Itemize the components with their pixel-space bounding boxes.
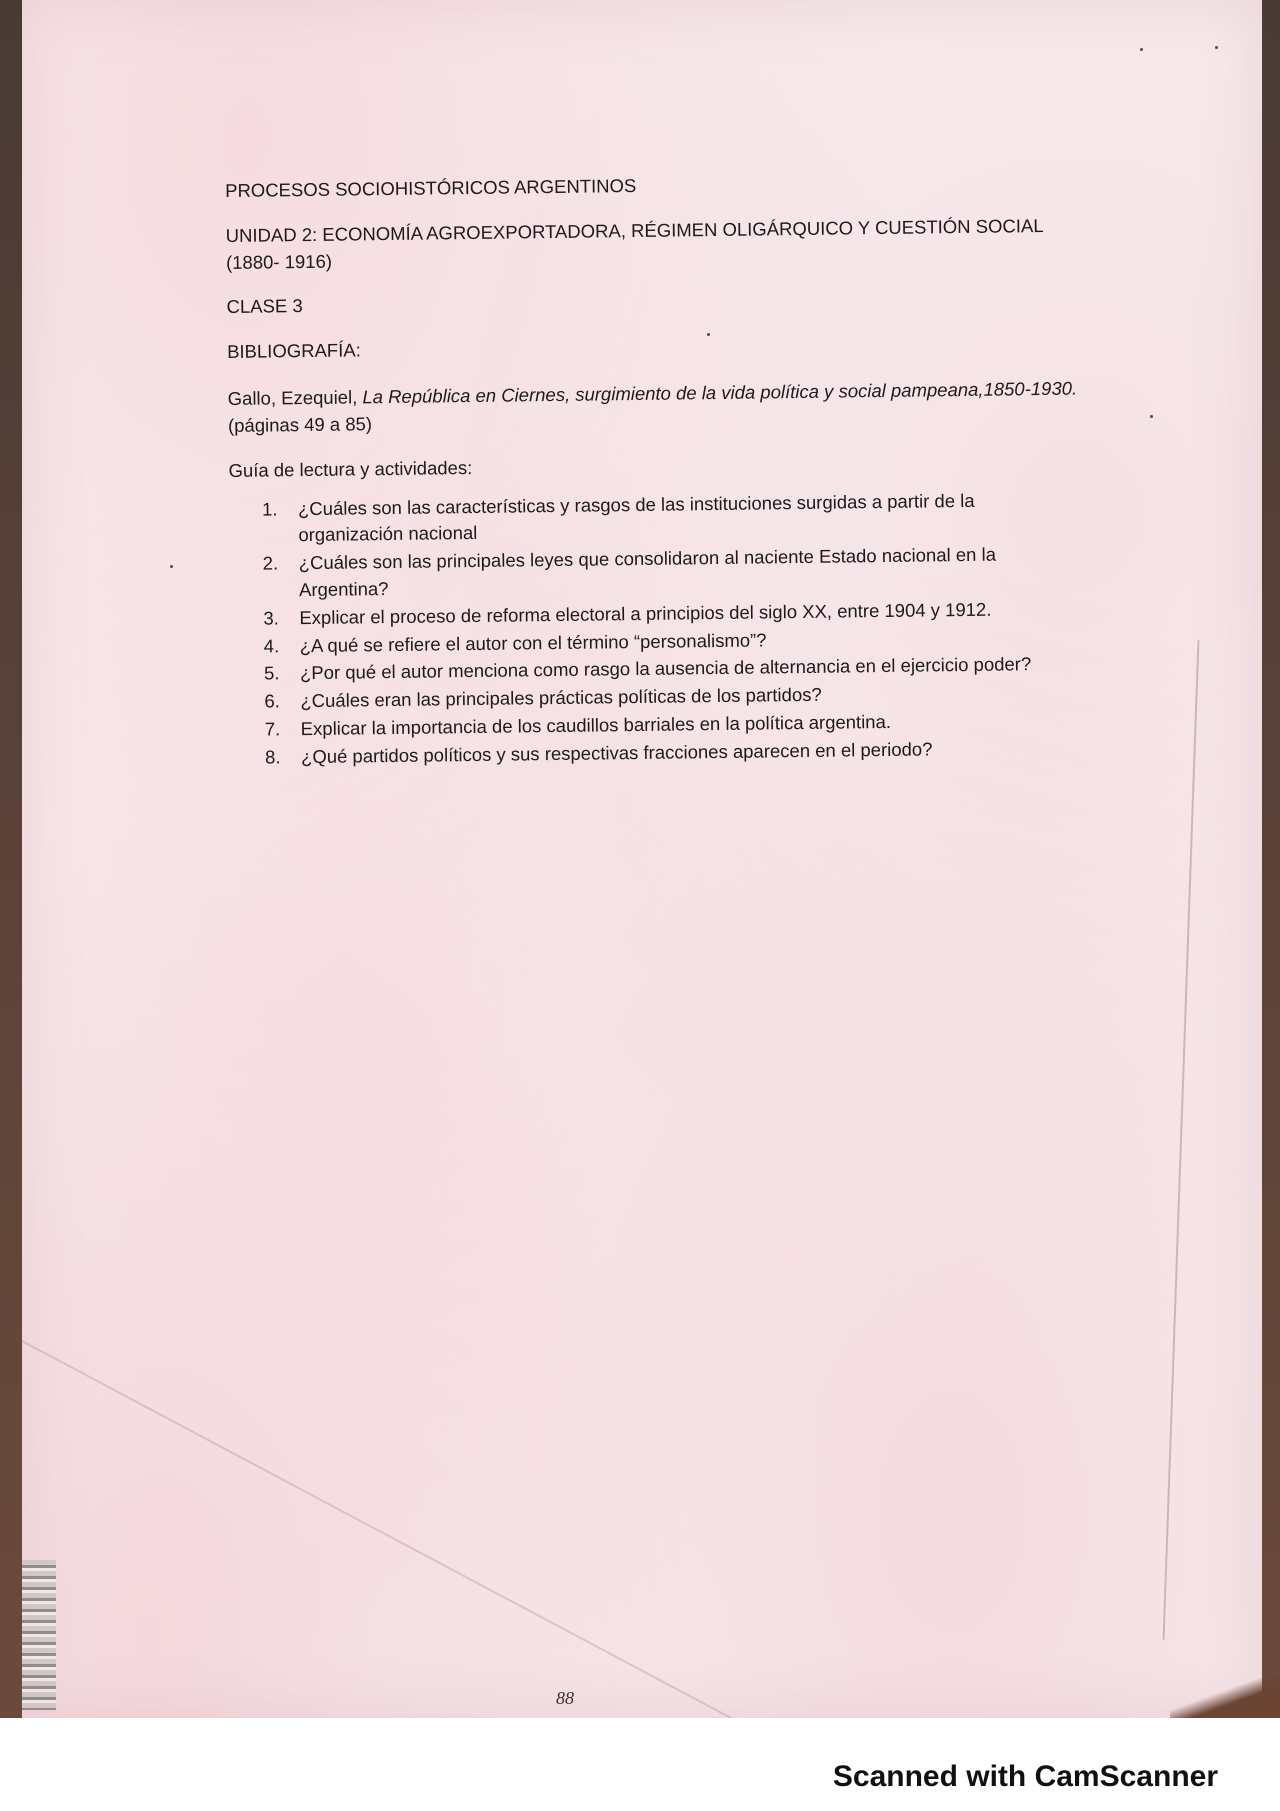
question-text: Explicar el proceso de reforma electoral a principios del siglo XX, entre 1904 y 1912.	[299, 598, 992, 628]
question-text: ¿Qué partidos políticos y sus respectivas fracciones aparecen en el periodo?	[300, 738, 933, 767]
unit-title-line2: (1880- 1916)	[225, 250, 333, 273]
notebook-spiral	[22, 1560, 56, 1710]
bibliography-pages: (páginas 49 a 85)	[227, 413, 373, 436]
camscanner-watermark: Scanned with CamScanner	[832, 1760, 1218, 1793]
question-number: 7.	[264, 718, 281, 740]
question-number: 3.	[263, 607, 279, 629]
question-number: 4.	[263, 634, 280, 657]
question-text: ¿Cuáles eran las principales prácticas políticas de los partidos?	[300, 683, 822, 712]
question-number: 1.	[261, 497, 278, 520]
question-text: Explicar la importancia de los caudillos barriales en la política argentina.	[300, 710, 892, 740]
paper-speck	[170, 565, 173, 568]
course-title: PROCESOS SOCIOHISTÓRICOS ARGENTINOS	[225, 174, 637, 201]
bibliography-book-title: La República en Ciernes, surgimiento de la vida política y social pampeana,1850-1930.	[362, 377, 1078, 408]
question-number: 6.	[264, 690, 280, 712]
unit-title	[226, 212, 1077, 276]
unit-title-line1: UNIDAD 2: ECONOMÍA AGROEXPORTADORA, RÉGIMEN OLIGÁRQUICO Y CUESTIÓN SOCIAL	[225, 214, 1044, 246]
bibliography-entry	[228, 376, 1079, 440]
question-text: ¿Cuáles son las principales leyes que consolidaron al naciente Estado nacional en la Argentina?	[298, 543, 997, 601]
list-item	[230, 541, 1081, 605]
question-number: 2.	[262, 552, 279, 574]
document-body	[225, 168, 1082, 773]
question-number: 8.	[264, 746, 281, 768]
paper-corner-shadow	[1170, 1678, 1280, 1718]
bibliography-author: Gallo, Ezequiel,	[227, 386, 363, 410]
paper-speck	[1150, 415, 1153, 418]
question-text: ¿Por qué el autor menciona como rasgo la ausencia de alternancia en el ejercicio poder?	[299, 653, 1032, 684]
reading-guide-label: Guía de lectura y actividades:	[228, 456, 473, 481]
page-number: 88	[556, 1688, 574, 1708]
list-item	[229, 486, 1080, 550]
paper-speck	[1215, 46, 1218, 49]
question-list	[229, 486, 1082, 771]
question-text: ¿A qué se refiere el autor con el término “personalismo”?	[299, 628, 767, 656]
class-label: CLASE 3	[226, 295, 303, 318]
bibliography-label: BIBLIOGRAFÍA:	[226, 339, 361, 363]
question-number: 5.	[263, 662, 280, 684]
paper-speck	[1140, 48, 1143, 51]
question-text: ¿Cuáles son las características y rasgos de las instituciones surgidas a partir de la organización nacional	[297, 489, 975, 546]
